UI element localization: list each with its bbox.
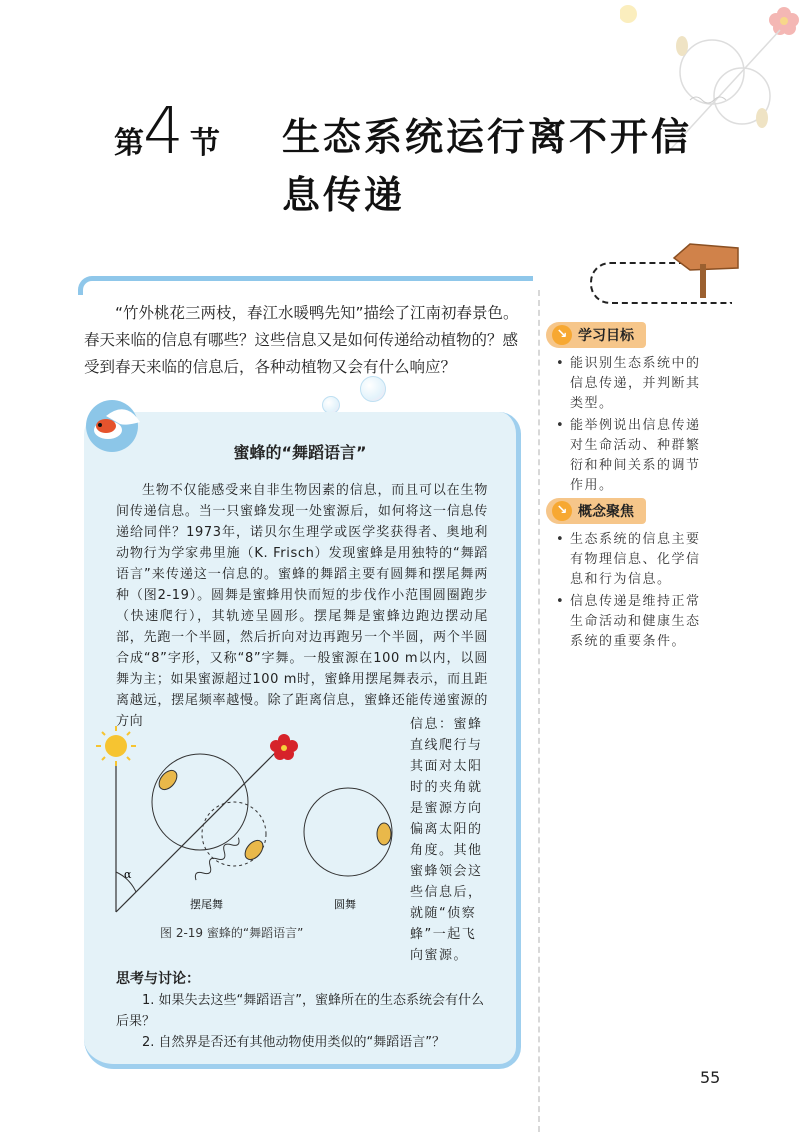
angle-label: α	[124, 868, 132, 881]
goals-header	[546, 322, 646, 348]
discussion-question-1: 1. 如果失去这些“舞蹈语言”，蜜蜂所在的生态系统会有什么后果？	[116, 993, 485, 1029]
goals-title: 学习目标	[578, 328, 634, 344]
bee-icon	[156, 767, 181, 793]
round-dance-label: 圆舞	[334, 898, 356, 911]
section-number: 4	[143, 95, 184, 169]
bee-icon	[242, 837, 267, 863]
arrow-down-right-icon: ↘	[552, 325, 572, 345]
waggle-dance-label: 摆尾舞	[190, 898, 223, 911]
flower-icon	[270, 734, 298, 760]
sun-icon	[96, 726, 136, 766]
signpost-icon	[672, 238, 742, 298]
sidebar-divider	[538, 290, 540, 1132]
concepts-title: 概念聚焦	[578, 504, 634, 520]
list-item: • 能举例说出信息传递对生命活动、种群繁衍和种间关系的调节作用。	[556, 416, 706, 496]
reading-title: 蜜蜂的“舞蹈语言”	[233, 443, 367, 462]
section-suffix: 节	[190, 126, 220, 161]
bee-icon	[377, 823, 391, 845]
reading-paragraph: 生物不仅能感受来自非生物因素的信息，而且可以在生物间传递信息。当一只蜜蜂发现一处蜜源后，如何将这一信息传递给同伴？1973年，诺贝尔生理学或医学奖获得者、奥地利动物行为学家弗里施（K. Frisch）发现蜜蜂是用独特的“舞蹈语言”来传递这一信息的。蜜蜂的舞蹈主要有圆舞和摆尾舞两种（图2-19）。圆舞是蜜蜂用快而短的步伐作小范围圆圈跑步（快速爬行），其轨迹呈圆形。摆尾舞是蜜蜂边跑边摆动尾部，先跑一个半圆，然后折向对边再跑另一个半圆，两个半圆合成“8”字形，又称“8”字舞。一般蜜源在100 m以内，以圆舞为主；如果蜜源超过100 m时，蜜蜂用摆尾舞表示，而且距离越远，摆尾频率越慢。除了距离信息，蜜蜂还能传递蜜源的方向	[116, 483, 488, 729]
goals-header-wrap	[546, 322, 646, 348]
bubble-decoration	[360, 376, 386, 402]
list-item: • 能识别生态系统中的信息传递，并判断其类型。	[556, 354, 706, 414]
page-number: 55	[700, 1068, 721, 1087]
bee-dance-figure	[96, 722, 408, 922]
sun-icon	[620, 5, 637, 23]
arrow-down-right-icon: ↘	[552, 501, 572, 521]
concepts-header-wrap	[546, 498, 646, 524]
fish-icon	[80, 392, 150, 454]
discussion-title: 思考与讨论：	[116, 971, 200, 987]
page-title: 生态系统运行离不开信息传递	[282, 115, 693, 217]
list-item: • 信息传递是维持正常生命活动和健康生态系统的重要条件。	[556, 592, 706, 652]
intro-paragraph: “竹外桃花三两枝，春江水暖鸭先知”描绘了江南初春景色。春天来临的信息有哪些？这些信息又是如何传递给动植物的？感受到春天来临的信息后，各种动植物又会有什么响应？	[84, 304, 519, 376]
concepts-list	[556, 530, 706, 654]
flower-icon	[769, 7, 799, 35]
intro-bracket	[78, 276, 533, 295]
reading-paragraph-continued: 信息：蜜蜂直线爬行与其面对太阳时的夹角就是蜜源方向偏离太阳的角度。其他蜜蜂领会这些信息后，就随“侦察蜂”一起飞向蜜源。	[410, 717, 483, 963]
list-item: • 生态系统的信息主要有物理信息、化学信息和行为信息。	[556, 530, 706, 590]
goals-list	[556, 354, 706, 498]
concepts-header	[546, 498, 646, 524]
figure-caption: 图 2-19 蜜蜂的“舞蹈语言”	[160, 926, 304, 940]
discussion-question-2: 2. 自然界是否还有其他动物使用类似的“舞蹈语言”？	[142, 1035, 446, 1050]
section-label: 第	[114, 126, 144, 161]
